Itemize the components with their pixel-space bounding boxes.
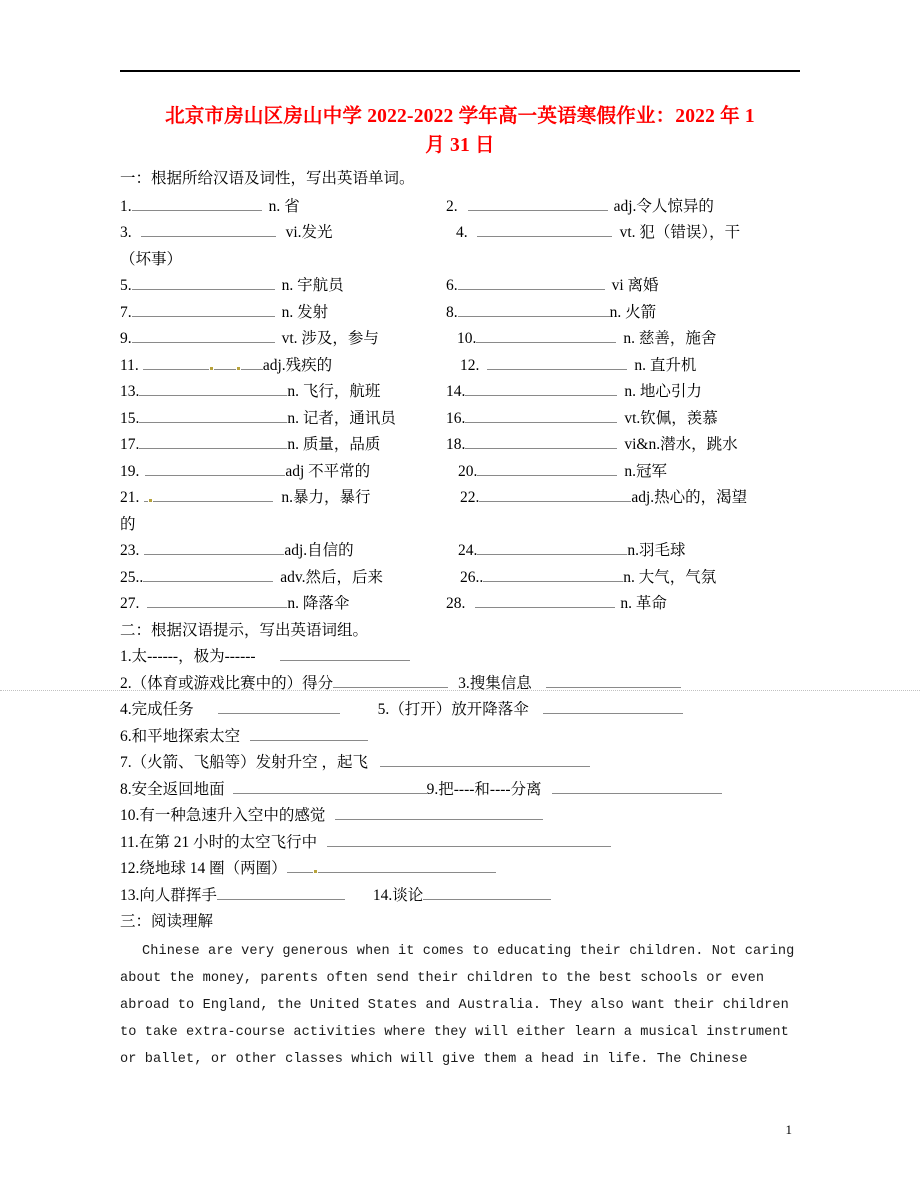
vocab-item-23	[120, 538, 446, 565]
spellcheck-mark-icon	[149, 499, 152, 502]
phrase-number: 13.	[120, 886, 140, 904]
answer-blank[interactable]	[139, 433, 287, 449]
vocab-gloss: vt. 犯（错误），干	[619, 224, 741, 241]
answer-blank[interactable]	[476, 327, 616, 343]
vocab-row	[120, 273, 800, 300]
vocab-gloss: adj 不平常的	[285, 462, 371, 480]
vocab-gloss: adj.令人惊异的	[613, 197, 714, 215]
phrase-item-3	[448, 671, 681, 698]
vocab-number: 18.	[446, 436, 466, 453]
answer-blank[interactable]	[153, 486, 273, 502]
vocab-item-20	[446, 459, 800, 486]
phrase-text: 把----和----分离	[438, 780, 542, 798]
header-rule	[120, 70, 800, 72]
vocab-item-19	[120, 459, 446, 486]
vocab-item-25	[120, 565, 446, 592]
vocab-number: 11.	[120, 356, 139, 374]
answer-blank[interactable]	[139, 380, 287, 396]
vocab-item-6	[446, 273, 800, 300]
vocab-gloss: n.冠军	[624, 462, 668, 480]
phrase-text: 搜集信息	[469, 674, 532, 692]
vocab-number: 13.	[120, 383, 140, 400]
answer-blank[interactable]	[479, 486, 631, 502]
vocab-number: 2.	[446, 197, 458, 215]
vocab-number: 19.	[120, 462, 140, 480]
vocab-item-9	[120, 326, 446, 353]
answer-blank[interactable]	[132, 301, 275, 317]
vocab-row	[120, 538, 800, 565]
vocab-row	[120, 220, 800, 247]
passage-line: or ballet, or other classes which will give them a head in life. The Chinese	[120, 1051, 748, 1067]
phrase-row	[120, 803, 800, 830]
vocab-number: 25..	[120, 568, 144, 586]
vocab-gloss: adv.然后，后来	[280, 568, 383, 586]
vocab-item-22	[446, 485, 800, 512]
phrase-item-9	[427, 777, 722, 804]
vocab-item-28	[446, 591, 800, 618]
answer-blank[interactable]	[477, 221, 612, 237]
answer-blank[interactable]	[487, 354, 627, 370]
vocab-item-21	[120, 485, 446, 512]
vocab-number: 23.	[120, 542, 140, 559]
vocab-gloss: adj.热心的，渴望	[631, 489, 748, 506]
vocab-item-14	[446, 379, 800, 406]
vocab-number: 10.	[457, 330, 477, 347]
vocabulary-list	[120, 194, 800, 618]
vocab-row	[120, 379, 800, 406]
phrase-item-10	[120, 803, 543, 830]
answer-blank[interactable]	[552, 778, 722, 794]
vocab-gloss: vi.发光	[285, 224, 333, 241]
passage-line: abroad to England, the United States and Australia. They also want their children	[120, 997, 789, 1013]
answer-blank[interactable]	[475, 592, 615, 608]
phrase-item-13	[120, 883, 345, 910]
spellcheck-mark-icon	[314, 870, 317, 873]
reading-passage	[120, 938, 800, 1073]
answer-blank[interactable]	[139, 407, 287, 423]
section-one-heading: 一：根据所给汉语及词性，写出英语单词。	[120, 170, 415, 187]
vocab-row	[120, 459, 800, 486]
vocab-row	[120, 591, 800, 618]
vocab-gloss: vt.钦佩，羡慕	[624, 409, 718, 427]
phrase-row	[120, 750, 800, 777]
spellcheck-mark-icon	[210, 367, 213, 370]
phrase-number: 8.	[120, 780, 132, 798]
phrase-number: 2.	[120, 674, 132, 692]
vocab-gloss: n. 记者，通讯员	[287, 409, 396, 427]
answer-blank[interactable]	[333, 672, 448, 688]
answer-blank[interactable]	[287, 857, 313, 873]
phrase-text: 向人群挥手	[139, 886, 217, 904]
passage-line: about the money, parents often send their children to the best schools or even	[120, 970, 765, 986]
phrase-row	[120, 644, 800, 671]
vocab-item-17	[120, 432, 446, 459]
vocab-gloss: n. 发射	[281, 303, 329, 321]
answer-blank[interactable]	[318, 857, 496, 873]
vocab-number: 14.	[446, 383, 466, 400]
vocab-item-15	[120, 406, 446, 433]
vocab-gloss: n. 革命	[620, 595, 667, 612]
answer-blank[interactable]	[465, 407, 617, 423]
vocab-gloss: n. 慈善，施舍	[623, 330, 717, 347]
phrase-item-14	[345, 883, 551, 910]
vocab-item-16	[446, 406, 800, 433]
vocab-row	[120, 485, 800, 512]
vocab-row	[120, 353, 800, 380]
vocab-item-7	[120, 300, 446, 327]
answer-blank[interactable]	[477, 460, 617, 476]
vocab-item-12	[446, 353, 800, 380]
vocab-item-10	[446, 326, 800, 353]
phrase-item-4	[120, 697, 340, 724]
vocab-number: 28.	[446, 595, 466, 612]
vocab-item-22-continuation: 的	[120, 515, 136, 533]
phrase-item-7	[120, 750, 590, 777]
vocab-gloss: n. 宇航员	[281, 277, 344, 294]
answer-blank[interactable]	[483, 566, 623, 582]
vocab-row	[120, 406, 800, 433]
vocab-gloss: n. 质量，品质	[287, 436, 381, 453]
answer-blank[interactable]	[217, 884, 345, 900]
vocab-number: 6.	[446, 277, 458, 294]
answer-blank[interactable]	[132, 327, 275, 343]
page-break-dotted-line	[0, 690, 920, 691]
answer-blank[interactable]	[465, 380, 617, 396]
vocab-item-27	[120, 591, 446, 618]
vocab-number: 24.	[458, 542, 478, 559]
vocab-item-24	[446, 538, 800, 565]
vocab-item-26	[446, 565, 800, 592]
phrase-row	[120, 830, 800, 857]
phrase-item-6	[120, 724, 368, 751]
answer-blank[interactable]	[477, 539, 627, 555]
phrase-text: 有一种急速升入空中的感觉	[139, 807, 326, 824]
vocab-gloss: n. 火箭	[609, 303, 657, 321]
vocab-number: 17.	[120, 436, 140, 453]
phrase-number: 7.	[120, 754, 132, 771]
page-number: 1	[785, 1122, 792, 1137]
phrase-number: 14.	[372, 886, 393, 904]
vocab-item-4	[446, 220, 800, 247]
vocab-number: 16.	[446, 409, 466, 427]
phrase-text: 绕地球 14 圈（两圈）	[139, 860, 287, 877]
answer-blank[interactable]	[335, 804, 543, 820]
passage-line: Chinese are very generous when it comes to educating their children. Not caring	[142, 943, 795, 959]
vocab-gloss: adj.残疾的	[262, 356, 333, 374]
phrase-row	[120, 856, 800, 883]
section-two-heading: 二：根据汉语提示，写出英语词组。	[120, 621, 369, 639]
answer-blank[interactable]	[143, 354, 209, 370]
phrase-text: （打开）放开降落伞	[389, 701, 529, 718]
phrase-item-1	[120, 644, 410, 671]
phrase-text: 太------，极为------	[131, 648, 256, 665]
phrase-number: 12.	[120, 860, 140, 877]
vocab-gloss: n. 降落伞	[287, 595, 350, 612]
passage-line: to take extra-course activities where they will either learn a musical instrument	[120, 1024, 789, 1040]
vocab-item-18	[446, 432, 800, 459]
answer-blank[interactable]	[465, 433, 617, 449]
answer-blank[interactable]	[144, 486, 148, 502]
vocab-number: 8.	[446, 303, 458, 321]
vocab-number: 27.	[120, 595, 140, 612]
answer-blank[interactable]	[132, 274, 275, 290]
vocab-item-1	[120, 194, 446, 221]
vocab-gloss: n.暴力，暴行	[281, 489, 371, 506]
answer-blank[interactable]	[468, 195, 608, 211]
vocab-gloss: vi&n.潜水，跳水	[624, 436, 738, 453]
vocab-item-13	[120, 379, 446, 406]
answer-blank[interactable]	[543, 698, 683, 714]
phrase-row	[120, 724, 800, 751]
phrase-item-5	[340, 697, 683, 724]
answer-blank[interactable]	[458, 301, 610, 317]
vocab-number: 3.	[120, 224, 132, 241]
vocab-item-2	[446, 194, 800, 221]
vocab-row	[120, 326, 800, 353]
phrase-text: （火箭、飞船等）发射升空 ，起飞	[131, 754, 369, 771]
phrase-text: 和平地探索太空	[131, 727, 241, 745]
answer-blank[interactable]	[546, 672, 681, 688]
phrase-list	[120, 644, 800, 909]
answer-blank[interactable]	[423, 884, 551, 900]
answer-blank[interactable]	[218, 698, 340, 714]
vocab-item-5	[120, 273, 446, 300]
vocab-number: 4.	[456, 224, 468, 241]
vocab-gloss: vi 离婚	[611, 277, 659, 294]
spellcheck-mark-icon	[237, 367, 240, 370]
phrase-text: 谈论	[392, 886, 424, 904]
phrase-number: 6.	[120, 727, 132, 745]
vocab-gloss: n. 大气，气氛	[623, 568, 717, 586]
answer-blank[interactable]	[327, 831, 611, 847]
phrase-number: 1.	[120, 648, 132, 665]
answer-blank[interactable]	[143, 566, 273, 582]
vocab-number: 26..	[460, 568, 484, 586]
phrase-row	[120, 883, 800, 910]
vocab-number: 20.	[458, 462, 478, 480]
answer-blank[interactable]	[141, 221, 276, 237]
vocab-number: 1.	[120, 197, 132, 215]
vocab-row	[120, 432, 800, 459]
phrase-text: 在第 21 小时的太空飞行中	[138, 833, 318, 851]
phrase-number: 3.	[458, 674, 470, 692]
vocab-gloss: n. 飞行，航班	[287, 383, 381, 400]
phrase-text: 安全返回地面	[131, 780, 225, 798]
phrase-number: 4.	[120, 701, 132, 718]
phrase-item-8	[120, 777, 427, 804]
phrase-item-11	[120, 830, 611, 857]
phrase-number: 9.	[426, 780, 439, 798]
phrase-row	[120, 697, 800, 724]
vocab-item-8	[446, 300, 800, 327]
phrase-number: 11.	[120, 833, 139, 851]
phrase-number: 10.	[120, 807, 140, 824]
vocab-gloss: n. 省	[268, 197, 300, 215]
vocab-item-11	[120, 353, 446, 380]
vocab-gloss: n.羽毛球	[627, 542, 686, 559]
phrase-number: 5.	[377, 701, 390, 718]
phrase-row	[120, 777, 800, 804]
vocab-gloss: n. 直升机	[634, 356, 697, 374]
vocab-gloss: vt. 涉及，参与	[281, 330, 379, 347]
title-line-1: 北京市房山区房山中学 2022-2022 学年高一英语寒假作业：2022 年 1	[165, 106, 755, 127]
section-three-heading: 三：阅读理解	[120, 913, 214, 930]
vocab-number: 22.	[460, 489, 480, 506]
vocab-gloss: n. 地心引力	[624, 383, 702, 400]
answer-blank[interactable]	[380, 751, 590, 767]
vocab-row	[120, 565, 800, 592]
answer-blank[interactable]	[145, 460, 285, 476]
vocab-number: 15.	[120, 409, 140, 427]
answer-blank[interactable]	[241, 354, 263, 370]
phrase-item-2	[120, 671, 448, 698]
answer-blank[interactable]	[458, 274, 605, 290]
vocab-number: 7.	[120, 303, 132, 321]
answer-blank[interactable]	[147, 592, 287, 608]
vocab-item-4-continuation: （坏事）	[120, 250, 183, 268]
vocab-number: 5.	[120, 277, 132, 294]
vocab-number: 12.	[460, 356, 480, 374]
vocab-row	[120, 300, 800, 327]
vocab-row	[120, 194, 800, 221]
vocab-number: 9.	[120, 330, 132, 347]
answer-blank[interactable]	[132, 195, 262, 211]
vocab-number: 21.	[120, 489, 140, 506]
phrase-text: 完成任务	[131, 701, 194, 718]
answer-blank[interactable]	[214, 354, 236, 370]
phrase-row	[120, 671, 800, 698]
answer-blank[interactable]	[280, 645, 410, 661]
page-title	[120, 0, 800, 160]
vocab-gloss: adj.自信的	[284, 542, 354, 559]
vocab-item-3	[120, 220, 446, 247]
answer-blank[interactable]	[233, 778, 427, 794]
phrase-item-12	[120, 856, 496, 883]
phrase-text: （体育或游戏比赛中的）得分	[131, 674, 334, 692]
title-line-2: 月 31 日	[425, 135, 495, 156]
answer-blank[interactable]	[250, 725, 368, 741]
answer-blank[interactable]	[144, 539, 284, 555]
